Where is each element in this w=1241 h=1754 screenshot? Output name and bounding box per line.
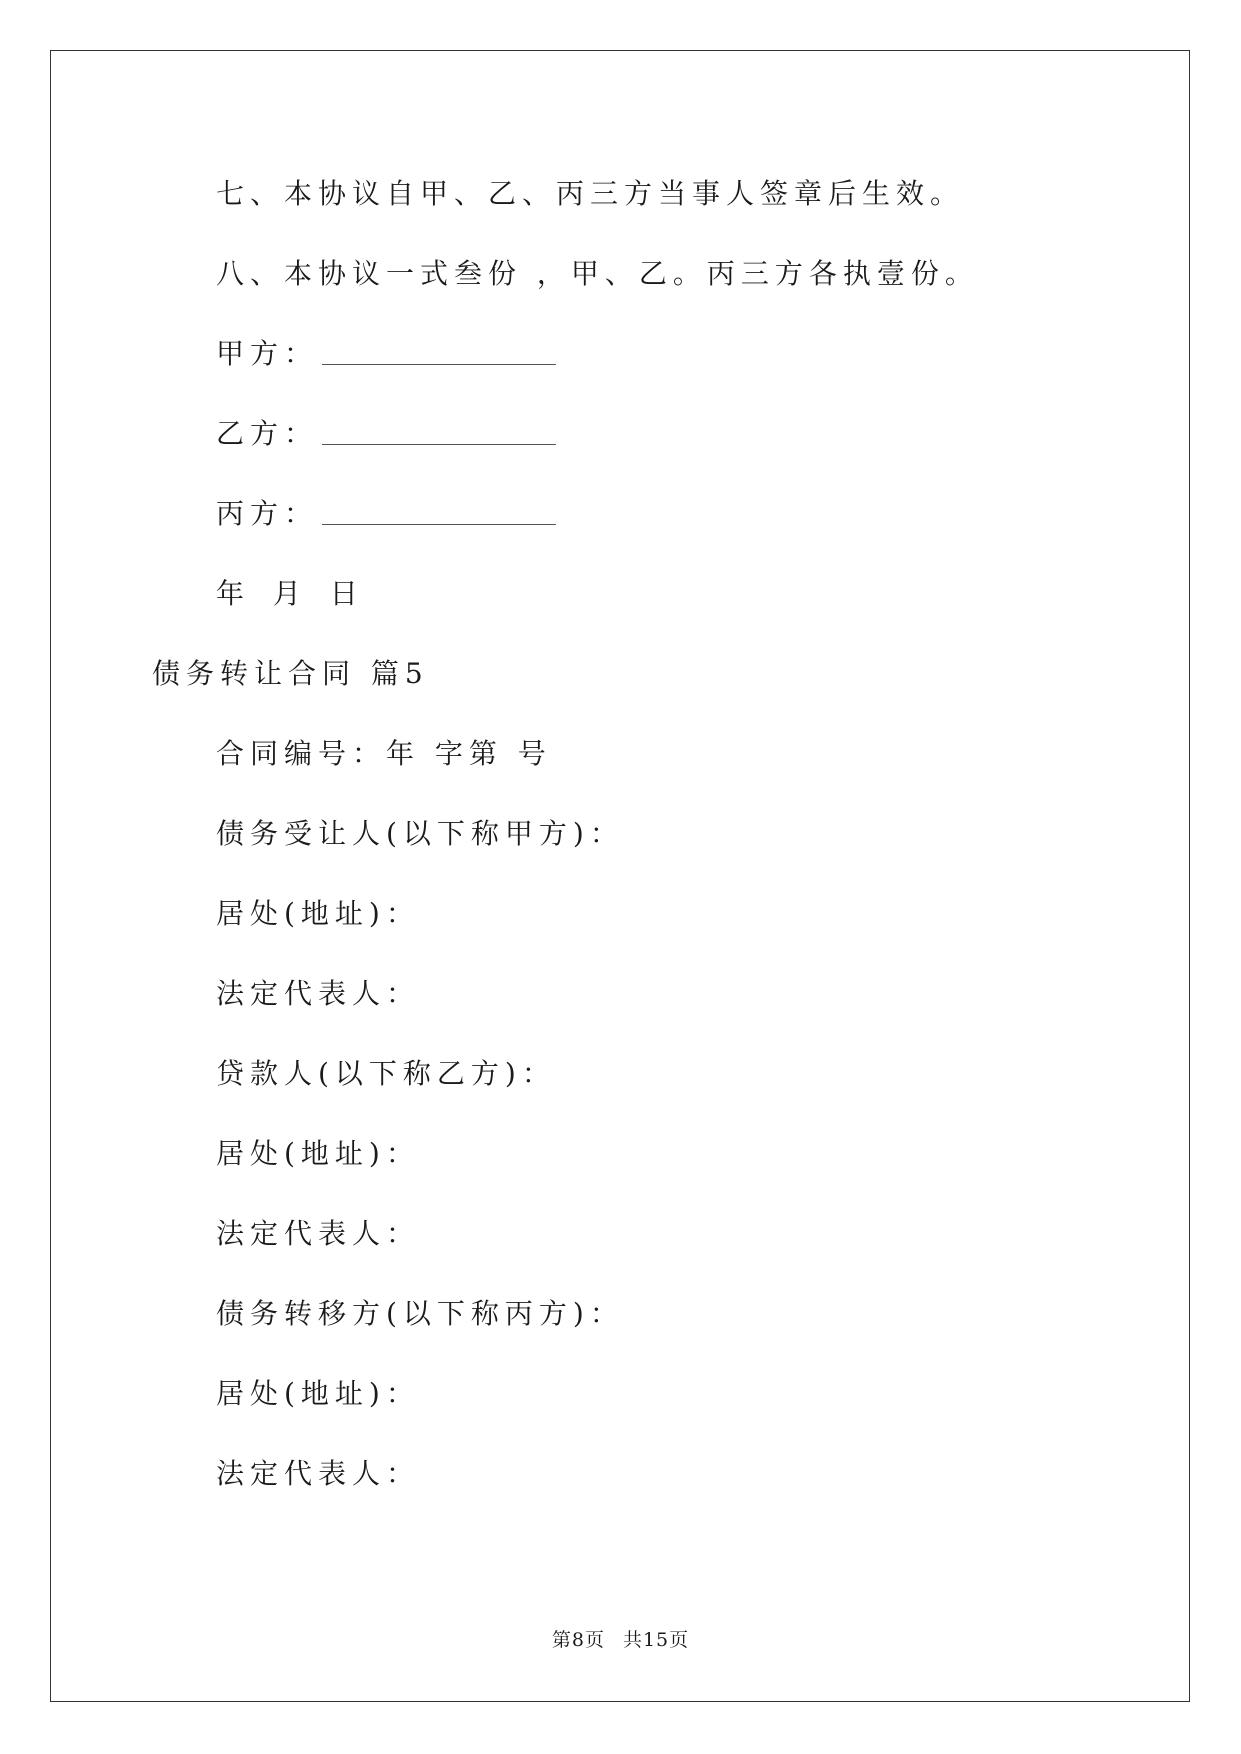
party-b-label: 乙方：	[216, 417, 319, 450]
section-title: 债务转让合同 篇5	[152, 657, 429, 690]
lender-representative: 法定代表人：	[216, 1217, 421, 1250]
transferor-line: 债务转移方(以下称丙方)：	[216, 1297, 624, 1330]
lender-line: 贷款人(以下称乙方)：	[216, 1057, 556, 1090]
transferor-address: 居处(地址)：	[216, 1377, 420, 1410]
clause-eight: 八、本协议一式叁份 ，甲、乙。丙三方各执壹份。	[216, 257, 979, 290]
transferor-representative: 法定代表人：	[216, 1457, 421, 1490]
party-c-label: 丙方：	[216, 497, 319, 530]
party-b-blank	[322, 416, 556, 445]
date-line: 年 月 日	[216, 577, 364, 610]
lender-address: 居处(地址)：	[216, 1137, 420, 1170]
party-c-blank	[322, 496, 556, 525]
signature-party-b	[216, 414, 556, 454]
contract-number: 合同编号：年 字第 号	[216, 737, 552, 770]
clause-seven: 七、本协议自甲、乙、丙三方当事人签章后生效。	[216, 177, 965, 210]
page-footer	[0, 1628, 1241, 1652]
signature-party-c	[216, 494, 556, 534]
assignee-representative: 法定代表人：	[216, 977, 421, 1010]
assignee-line: 债务受让人(以下称甲方)：	[216, 817, 624, 850]
party-a-label: 甲方：	[216, 337, 319, 370]
party-a-blank	[322, 336, 556, 365]
page-total: 共15页	[622, 1629, 690, 1651]
page-current: 第8页	[551, 1629, 605, 1651]
signature-party-a	[216, 334, 556, 374]
assignee-address: 居处(地址)：	[216, 897, 420, 930]
